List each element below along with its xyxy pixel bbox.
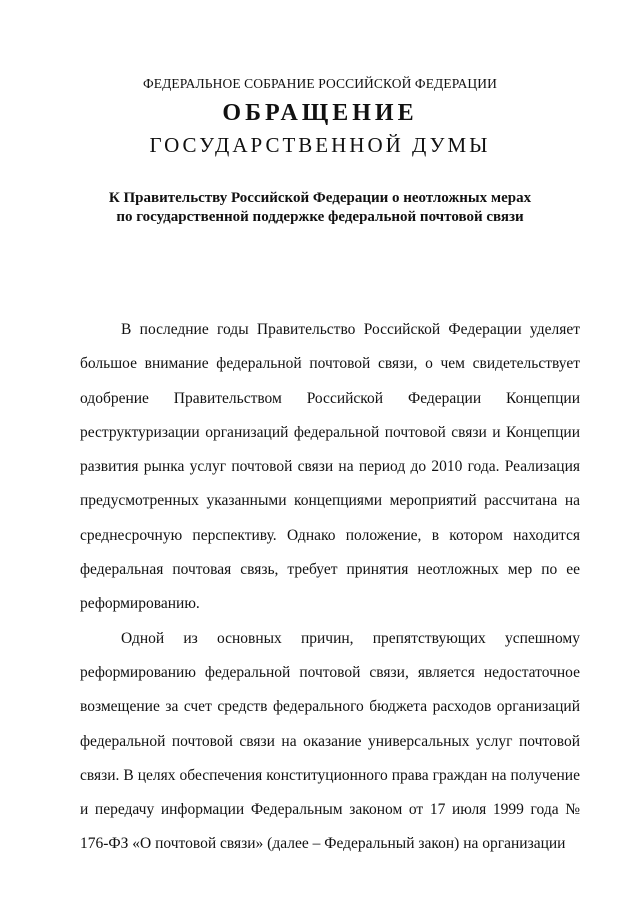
document-body	[80, 313, 580, 862]
subject-line-1: К Правительству Российской Федерации о неотложных мерах	[108, 190, 532, 206]
document-title-sub: ГОСУДАРСТВЕННОЙ ДУМЫ	[149, 133, 491, 157]
org-header: ФЕДЕРАЛЬНОЕ СОБРАНИЕ РОССИЙСКОЙ ФЕДЕРАЦИИ	[143, 76, 497, 91]
document-subject	[0, 189, 640, 227]
subject-line-2: по государственной поддержке федеральной почтовой связи	[116, 209, 524, 225]
body-paragraph-2: Одной из основных причин, препятствующих успешному реформированию федеральной почтовой связи, является недостаточное возмещение за счет средств федерального бюджета расходов организаций федеральной почтовой связи на оказание универсальных услуг почтовой связи. В целях обеспечения конституционного права граждан на получение и передачу информации Федеральным законом от 17 июля 1999 года № 176-ФЗ «О почтовой связи» (далее – Федеральный закон) на организации	[80, 629, 580, 853]
body-paragraph-1: В последние годы Правительство Российской Федерации уделяет большое внимание федеральной почтовой связи, о чем свидетельствует одобрение Правительством Российской Федерации Концепции реструктуризации организаций федеральной почтовой связи и Концепции развития рынка услуг почтовой связи на период до 2010 года. Реализация предусмотренных указанными концепциями мероприятий рассчитана на среднесрочную перспективу. Однако положение, в котором находится федеральная почтовая связь, требует принятия неотложных мер по ее реформированию.	[80, 321, 580, 613]
document-title: ОБРАЩЕНИЕ	[222, 100, 418, 126]
